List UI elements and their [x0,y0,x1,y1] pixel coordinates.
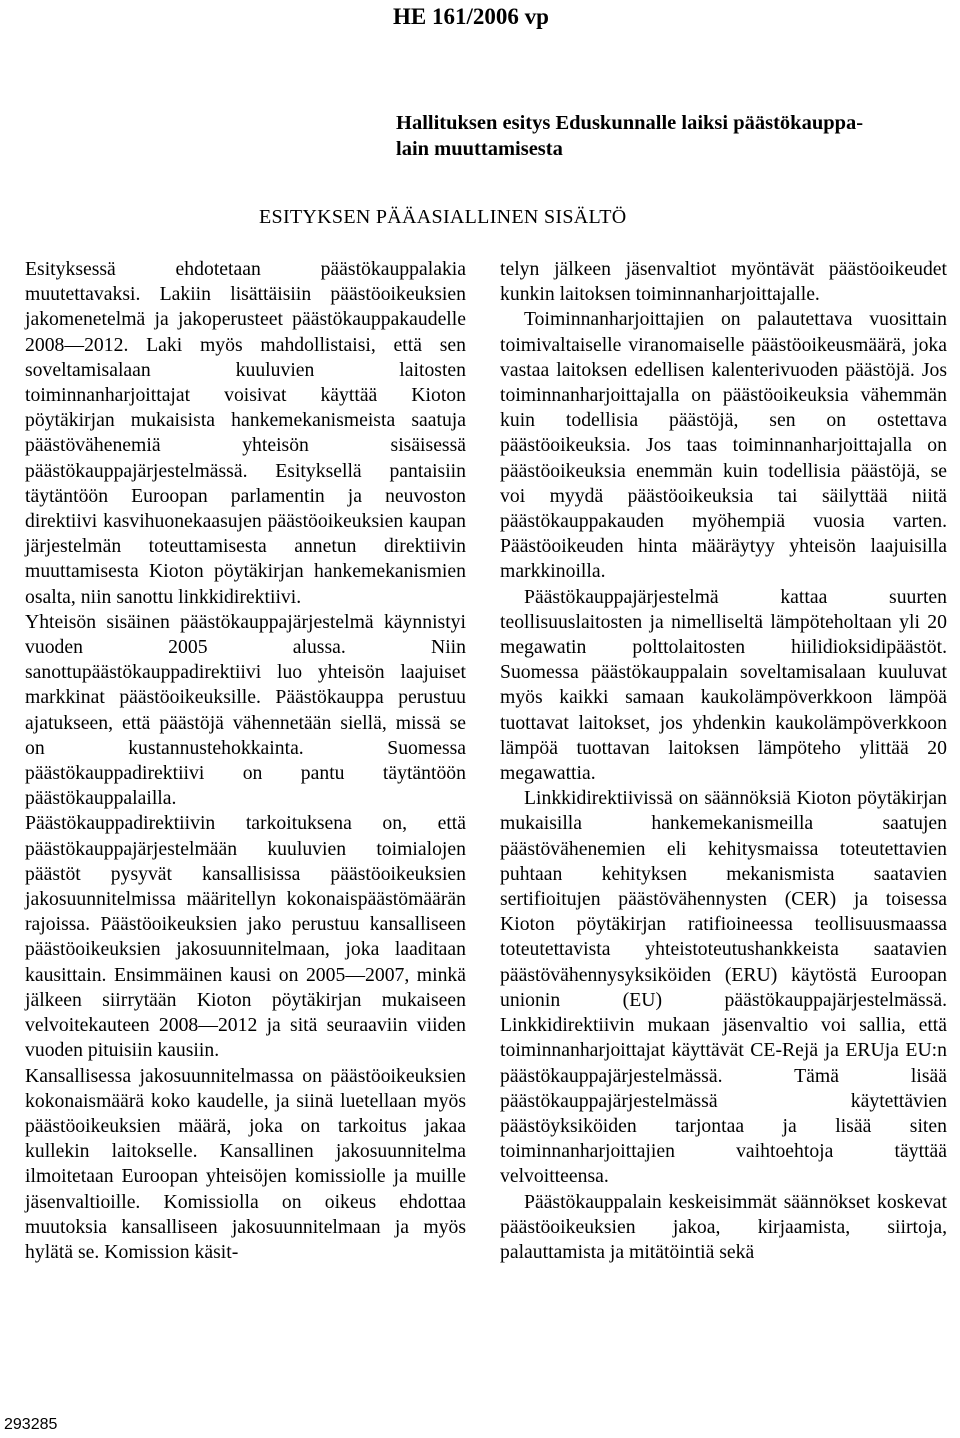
left-paragraph-2: Yhteisön sisäinen päästökauppajärjestelmä käynnistyi vuoden 2005 alussa. Niin sanottupäästökauppadirektiivi luo yhteisön laajuiset markkinat päästöoikeuksille. Päästökauppa perustuu ajatukseen, että päästöjä vähennetään siellä, missä se on kustannustehokkainta. Suomessa päästökauppadirektiivi on pantu täytäntöön päästökauppalailla. [25,610,466,810]
right-paragraph-4: Linkkidirektiivissä on säännöksiä Kioton pöytäkirjan mukaisilla hankemekanismeilla saatujen päästövähenemien eli kehitysmaissa toteutettavien puhtaan kehityksen mekanismista saatavien sertifioitujen päästövähennysten (CER) ja toisessa Kioton pöytäkirjan ratifioineessa teollisuusmaassa toteutettavista yhteistoteutushankkeista saatavien päästövähennysyksiköiden (ERU) käytöstä Euroopan unionin (EU) päästökauppajärjestelmässä. Linkkidirektiivin mukaan jäsenvaltio voi sallia, että toiminnanharjoittajat käyttävät CE-Rejä ja ERUja EU:n päästökauppajärjestelmässä. Tämä lisää päästökauppajärjestelmässä käytettävien päästöyksiköiden tarjontaa ja lisää siten toiminnanharjoittajien vaihtoehtoja täyttää velvoitteensa. [500,787,947,1188]
left-column [25,257,466,1265]
right-paragraph-1: telyn jälkeen jäsenvaltiot myöntävät päästöoikeudet kunkin laitoksen toiminnanharjoittajalle. [500,258,947,306]
document-id: HE 161/2006 vp [393,4,549,29]
right-column [500,257,947,1265]
document-title-line-1: Hallituksen esitys Eduskunnalle laiksi päästökauppa- [396,112,864,134]
right-paragraph-5: Päästökauppalain keskeisimmät säännökset koskevat päästöoikeuksien jakoa, kirjaamista, siirtoja, palauttamista ja mitätöintiä sekä [500,1190,947,1263]
right-paragraph-2: Toiminnanharjoittajien on palautettava vuosittain toimivaltaiselle viranomaiselle päästöoikeusmäärä, joka vastaa laitoksen edellisen kalenterivuoden päästöjä. Jos toiminnanharjoittajalla on päästöoikeuksia vähemmän kuin todellisia päästöjä, sen on ostettava päästöoikeuksia. Jos taas toiminnanharjoittajalla on päästöoikeuksia enemmän kuin todellisia päästöjä, se voi myydä päästöoikeuksia tai säilyttää niitä päästökauppakauden myöhempiä vuosia varten. Päästöoikeuden hinta määräytyy yhteisön laajuisilla markkinoilla. [500,308,947,583]
left-paragraph-1: Esityksessä ehdotetaan päästökauppalakia muutettavaksi. Lakiin lisättäisiin päästöoikeuksien jakomenetelmä ja jakoperusteet päästökauppakaudelle 2008—2012. Laki myös mahdollistaisi, että sen soveltamisalaan kuuluvien laitosten toiminnanharjoittajat voisivat käyttää Kioton pöytäkirjan mukaisista hankemekanismeista saatuja päästövähenemiä yhteisön sisäisessä päästökauppajärjestelmässä. Esityksellä pantaisiin täytäntöön Euroopan parlamentin ja neuvoston direktiivi kasvihuonekaasujen päästöoikeuksien kaupan järjestelmän toteuttamisesta annetun direktiivin muuttamisesta Kioton pöytäkirjan hankemekanismien osalta, niin sanottu linkkidirektiivi. [25,258,466,608]
left-paragraph-4: Kansallisessa jakosuunnitelmassa on päästöoikeuksien kokonaismäärä koko kaudelle, ja siinä luetellaan myös päästöoikeuksien määrä, joka on tarkoitus jakaa kullekin laitokselle. Kansallinen jakosuunnitelma ilmoitetaan Euroopan yhteisöjen komissiolle ja muille jäsenvaltioille. Komissiolla on oikeus ehdottaa muutoksia kansalliseen jakosuunnitelmaan ja myös hylätä se. Komission käsit- [25,1064,466,1263]
document-title [396,110,941,162]
document-title-line-2: lain muuttamisesta [396,138,563,160]
section-heading: ESITYKSEN PÄÄASIALLINEN SISÄLTÖ [259,206,627,228]
page-number: 293285 [4,1416,58,1433]
left-paragraph-3: Päästökauppadirektiivin tarkoituksena on, että päästökauppajärjestelmään kuuluvien toimialojen päästöt pysyvät kansallisissa päästöoikeuksien jakosuunnitelmissa määritellyn kokonaispäästömäärän rajoissa. Päästöoikeuksien jako perustuu kansalliseen päästöoikeuksien jakosuunnitelmaan, joka laaditaan kausittain. Ensimmäinen kausi on 2005—2007, minkä jälkeen siirrytään Kioton pöytäkirjan mukaiseen velvoitekauteen 2008—2012 ja sitä seuraaviin viiden vuoden pituisiin kausiin. [25,812,466,1062]
right-paragraph-3: Päästökauppajärjestelmä kattaa suurten teollisuuslaitosten ja nimelliseltä lämpöteholtaan yli 20 megawatin polttolaitosten hiilidioksidipäästöt. Suomessa päästökauppalain soveltamisalaan kuuluvat myös kaikki samaan kaukolämpöverkkoon lämpöä tuottavat laitokset, jos yhdenkin kaukolämpöverkkoon lämpöä tuottavan laitoksen lämpöteho ylittää 20 megawattia. [500,585,947,785]
